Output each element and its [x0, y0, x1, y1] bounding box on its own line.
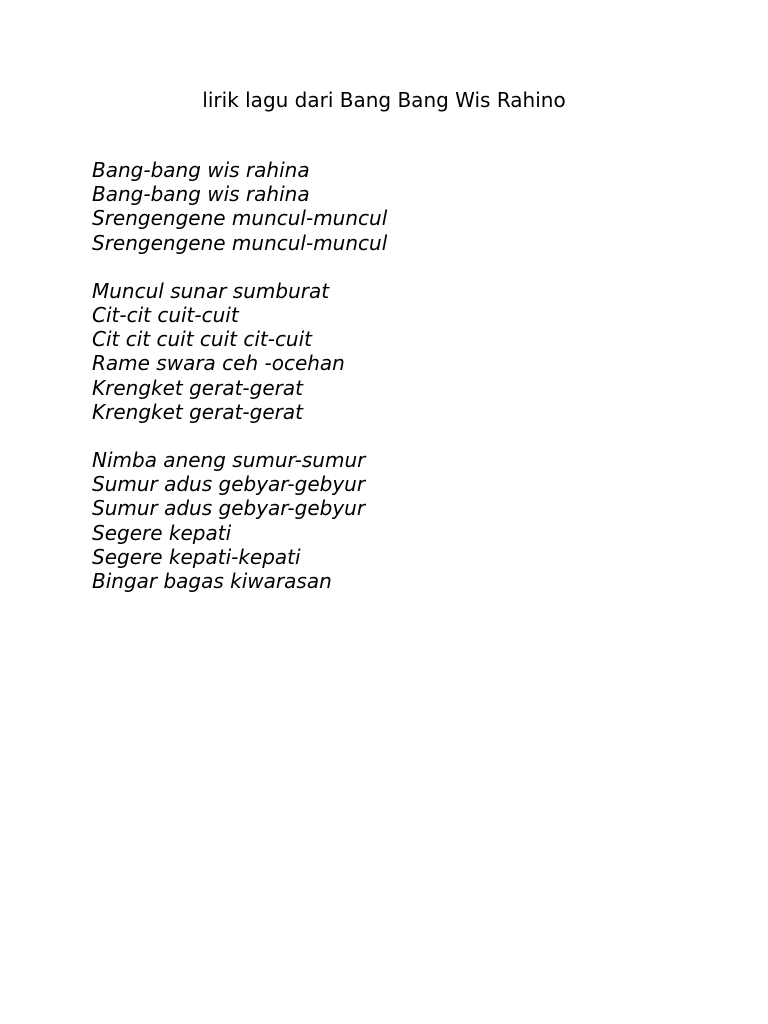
lyric-line: Krengket gerat-gerat [92, 375, 303, 400]
stanza-3 [92, 448, 712, 593]
lyric-line: Bang-bang wis rahina [92, 182, 310, 207]
lyric-line: Sumur adus gebyar-gebyur [92, 472, 366, 497]
stanza-1 [92, 158, 712, 255]
lyric-line: Sumur adus gebyar-gebyur [92, 496, 366, 521]
lyric-line: Segere kepati-kepati [92, 544, 301, 569]
lyric-line: Rame swara ceh -ocehan [92, 351, 345, 376]
lyric-line: Cit cit cuit cuit cit-cuit [92, 327, 313, 352]
lyric-line: Srengengene muncul-muncul [92, 206, 388, 231]
lyric-line: Cit-cit cuit-cuit [92, 303, 239, 328]
stanza-2 [92, 279, 712, 424]
page-title: lirik lagu dari Bang Bang Wis Rahino [202, 88, 566, 112]
lyrics-body [92, 158, 712, 617]
lyric-line: Bang-bang wis rahina [92, 158, 310, 182]
lyric-line: Srengengene muncul-muncul [92, 230, 388, 255]
lyric-line: Bingar bagas kiwarasan [92, 569, 332, 594]
lyric-line: Muncul sunar sumburat [92, 278, 330, 303]
lyric-line: Segere kepati [92, 520, 232, 545]
lyric-line: Nimba aneng sumur-sumur [92, 448, 366, 473]
lyric-line: Krengket gerat-gerat [92, 399, 303, 424]
